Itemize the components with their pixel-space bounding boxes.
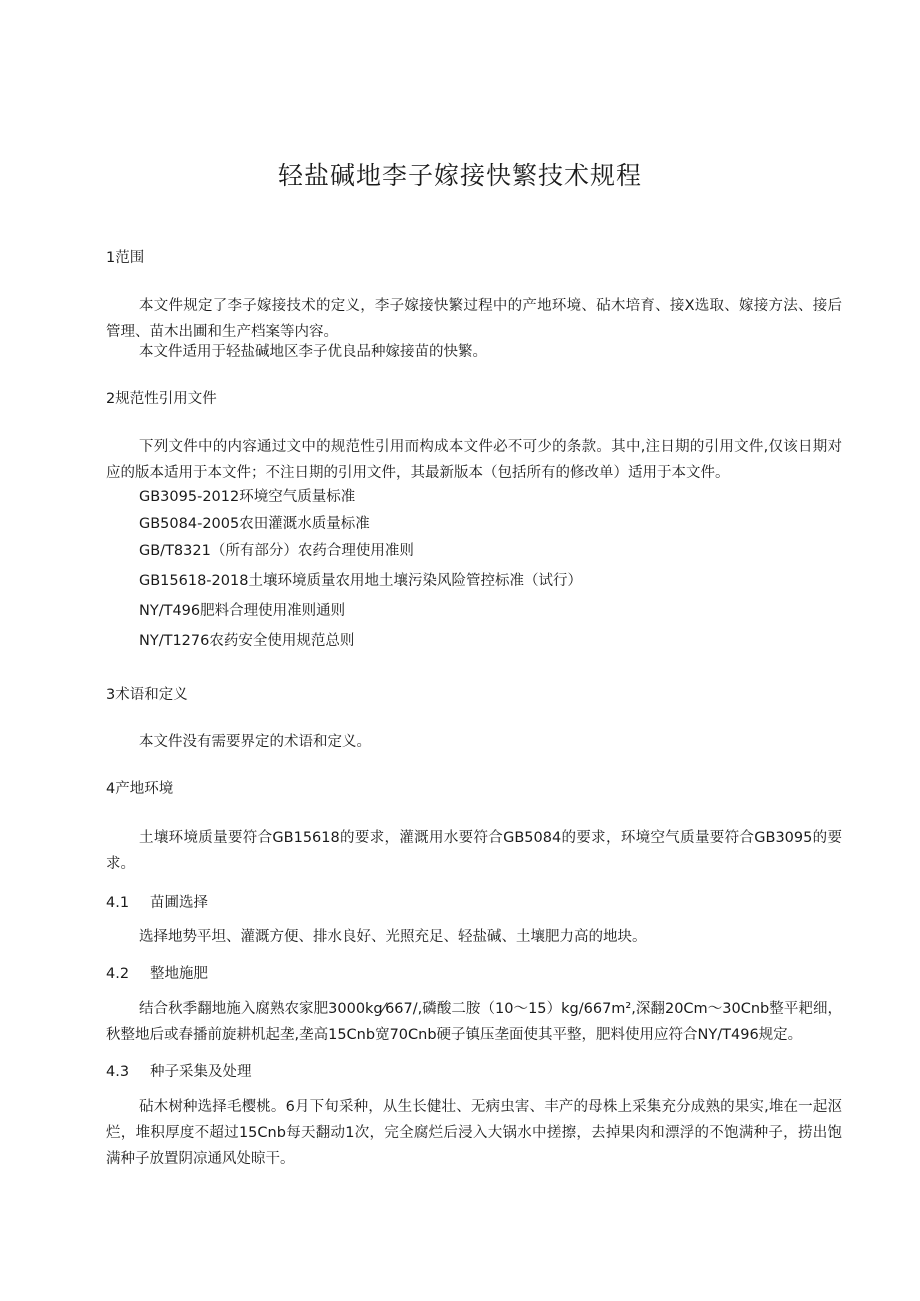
subsection-title: 整地施肥 [150,966,208,982]
section-heading-2: 2规范性引用文件 [106,391,217,407]
reference-item: GB15618-2018土壤环境质量农用地土壤污染风险管控标准（试行） [139,573,582,589]
section-heading-3: 3术语和定义 [106,687,188,703]
subsection-4-3-paragraph: 砧木树种选择毛樱桃。6月下旬采种，从生长健壮、无病虫害、丰产的母株上采集充分成熟的果实,堆在一起沤烂，堆积厚度不超过15Cnb每天翻动1次，完全腐烂后浸入大锅水中搓擦，去掉果肉和漂浮的不饱满种子，捞出饱满种子放置阴凉通风处晾干。 [106,1099,842,1167]
reference-item: GB3095-2012环境空气质量标准 [139,489,356,505]
subsection-title: 种子采集及处理 [150,1064,252,1080]
section-1-paragraph-2: 本文件适用于轻盐碱地区李子优良品种嫁接苗的快繁。 [139,344,487,360]
subsection-number: 4.3 [106,1064,130,1080]
reference-item: NY/T1276农药安全使用规范总则 [139,633,355,649]
subsection-number: 4.2 [106,966,130,982]
section-heading-4: 4产地环境 [106,781,174,797]
subsection-number: 4.1 [106,895,130,911]
section-1-paragraph-1: 本文件规定了李子嫁接技术的定义，李子嫁接快繁过程中的产地环境、砧木培育、接X选取、嫁接方法、接后管理、苗木出圃和生产档案等内容。 [106,298,842,340]
subsection-4-2-paragraph: 结合秋季翻地施入腐熟农家肥3000kg⁄667∕,磷酸二胺（10～15）kg/667m²,深翻20Cm～30Cnb整平耙细，秋整地后或春播前旋耕机起垄,垄高15Cnb宽70Cnb硬子镇压垄面使其平整，肥料使用应符合NY/T496规定。 [106,1001,842,1043]
document-title: 轻盐碱地李子嫁接快繁技术规程 [277,161,642,190]
section-heading-1: 1范围 [106,250,145,266]
section-4-paragraph-1: 土壤环境质量要符合GB15618的要求，灌溉用水要符合GB5084的要求，环境空气质量要符合GB3095的要求。 [106,830,842,872]
subsection-title: 苗圃选择 [150,895,208,911]
section-2-paragraph-1: 下列文件中的内容通过文中的规范性引用而构成本文件必不可少的条款。其中,注日期的引用文件,仅该日期对应的版本适用于本文件；不注日期的引用文件，其最新版本（包括所有的修改单）适用于本文件。 [106,439,842,481]
subsection-heading-4-2 [106,964,208,984]
subsection-4-1-paragraph: 选择地势平坦、灌溉方便、排水良好、光照充足、轻盐碱、土壤肥力高的地块。 [139,929,647,945]
reference-item: GB/T8321（所有部分）农药合理使用准则 [139,543,414,559]
reference-item: GB5084-2005农田灌溉水质量标准 [139,516,370,532]
reference-item: NY/T496肥料合理使用准则通则 [139,603,346,619]
subsection-heading-4-1 [106,893,208,913]
section-3-paragraph-1: 本文件没有需要界定的术语和定义。 [139,734,371,750]
subsection-heading-4-3 [106,1062,252,1082]
